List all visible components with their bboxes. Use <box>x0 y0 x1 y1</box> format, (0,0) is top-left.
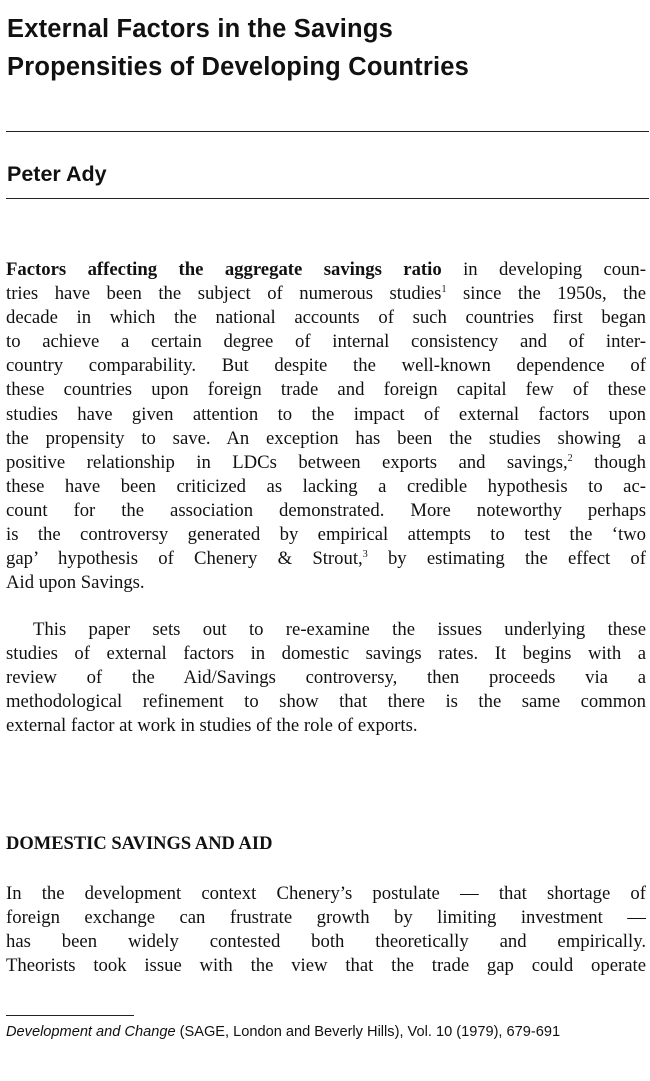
text-line: gap’ hypothesis of Chenery & Strout,$^3$ by estimating the effect of <box>6 548 646 570</box>
text-line: is the controversy generated by empirical attempts to test the ‘two <box>6 524 646 546</box>
title-divider <box>6 131 649 132</box>
text-line: studies have given attention to the impact of external factors upon <box>6 403 646 425</box>
article-title <box>7 10 637 86</box>
text-line: has been widely contested both theoretically and empirically. <box>6 931 646 953</box>
text-line: foreign exchange can frustrate growth by limiting investment — <box>6 907 646 929</box>
section-heading: DOMESTIC SAVINGS AND AID <box>6 834 273 854</box>
footnote-ref-3: 3 <box>362 549 368 561</box>
footnote-ref-2: 2 <box>567 452 573 464</box>
text-line: Theorists took issue with the view that the trade gap could operate <box>6 955 646 977</box>
footer-divider <box>6 1015 134 1016</box>
text-line: Aid upon Savings. <box>6 572 145 594</box>
author-divider <box>6 198 649 199</box>
citation-details: (SAGE, London and Beverly Hills), Vol. 10 (1979), 679-691 <box>175 1024 561 1040</box>
section-paragraph <box>6 882 646 978</box>
journal-name: Development and Change <box>6 1024 176 1040</box>
text-line: to achieve a certain degree of internal consistency and of inter- <box>6 331 646 353</box>
text-line: tries have been the subject of numerous studies$^1$ since the 1950s, the <box>6 283 646 305</box>
title-line-2: Propensities of Developing Countries <box>7 53 470 81</box>
text-line: In the development context Chenery’s postulate — that shortage of <box>6 883 646 904</box>
journal-citation <box>6 1022 646 1042</box>
text-line: country comparability. But despite the well-known dependence of <box>6 355 646 377</box>
text-line: Factors affecting the aggregate savings ratio in developing coun- <box>6 259 646 280</box>
text-line: the propensity to save. An exception has been the studies showing a <box>6 427 646 449</box>
lead-phrase: Factors affecting the aggregate savings ratio <box>6 259 442 280</box>
text-line: studies of external factors in domestic savings rates. It begins with a <box>6 643 646 665</box>
intro-paragraph <box>6 258 646 595</box>
second-paragraph <box>6 618 646 738</box>
text-line: external factor at work in studies of the role of exports. <box>6 715 418 737</box>
text-line: methodological refinement to show that there is the same common <box>6 691 646 713</box>
title-line-1: External Factors in the Savings <box>7 15 393 43</box>
footnote-ref-1: 1 <box>441 284 447 296</box>
text-line: review of the Aid/Savings controversy, then proceeds via a <box>6 667 646 689</box>
text-line: these have been criticized as lacking a credible hypothesis to ac- <box>6 475 646 497</box>
text-line: This paper sets out to re-examine the issues underlying these <box>33 619 646 640</box>
text-line: positive relationship in LDCs between exports and savings,$^2$ though <box>6 451 646 473</box>
author-name: Peter Ady <box>7 162 107 186</box>
text-line: count for the association demonstrated. More noteworthy perhaps <box>6 499 646 521</box>
text-line: decade in which the national accounts of such countries first began <box>6 307 646 329</box>
text-line: these countries upon foreign trade and foreign capital few of these <box>6 379 646 401</box>
